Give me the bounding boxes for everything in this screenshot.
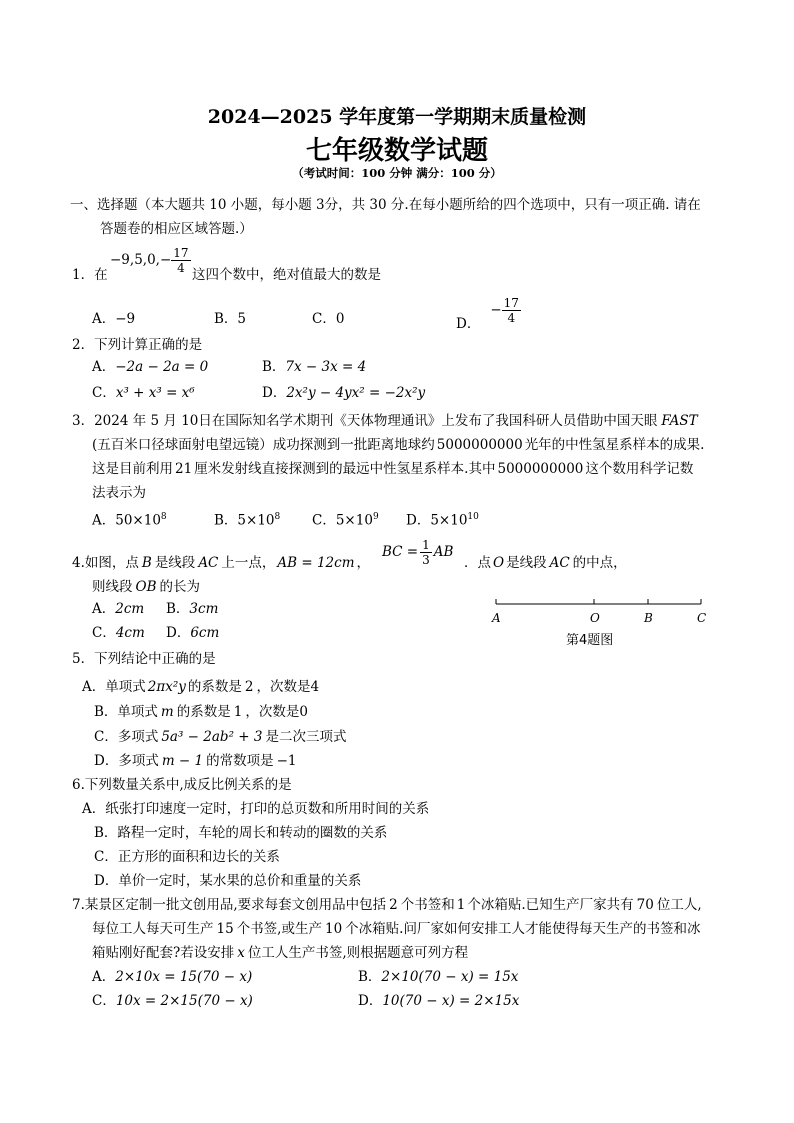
q2-option-c: C．x³ + x³ = x⁶ (92, 385, 195, 401)
q3-line-3: 这是目前利用 21 厘米发射线直接探测到的最远中性氢星系样本.其中 5000000000 这个数用科学记数 (92, 461, 694, 477)
q5-stem: 5．下列结论中正确的是 (72, 651, 216, 667)
q2-option-d: D．2x²y − 4yx² = −2x²y (262, 385, 426, 401)
q4-option-d: D．6cm (166, 625, 220, 641)
q7-line-1: 7.某景区定制一批文创用品,要求每套文创用品中包括 2 个书签和 1 个冰箱贴.已知生产厂家共有 70 位工人, (72, 897, 702, 913)
label-a: A (492, 611, 501, 625)
q3-line-1: 3．2024 年 5 月 10日在国际知名学术期刊《天体物理通讯》上发布了我国科研人员借助中国天眼 FAST (72, 413, 698, 429)
q1-option-d: D．− $\frac{17}{4}$ (456, 296, 519, 332)
q1-number-set: −9,5,0,− (110, 252, 172, 268)
q4-stem-line-1-end: ．点 O 是线段 AC 的中点， (464, 555, 627, 571)
q4-option-a: A．2cm (92, 601, 145, 617)
section-heading-cont: 答题卷的相应区域答题.） (100, 221, 253, 237)
q4-segment-figure (486, 596, 716, 630)
q6-option-a: A．纸张打印速度一定时，打印的总页数和所用时间的关系 (82, 801, 430, 817)
q1-option-b: B．5 (214, 311, 247, 327)
q4-stem-line-2: 则线段 OB 的长为 (92, 579, 200, 595)
q7-option-a: A．2×10x = 15(70 − x) (92, 969, 253, 985)
q5-option-c: C．多项式 5a³ − 2ab² + 3 是二次三项式 (94, 729, 347, 745)
q2-option-b: B．7x − 3x = 4 (262, 359, 367, 375)
q6-option-b: B．路程一定时，车轮的周长和转动的圈数的关系 (94, 825, 388, 841)
exam-term-title: 2024—2025 学年度第一学期期末质量检测 (207, 106, 587, 128)
q4-bc-formula: BC = $\frac{1}{3}$ AB (382, 538, 454, 567)
q1-stem-end: 这四个数中，绝对值最大的数是 (192, 267, 381, 283)
label-c: C (697, 611, 707, 625)
q3-option-d: D．$5\times 10^{10}$ (406, 512, 479, 529)
q4-option-c: C．4cm (92, 625, 145, 641)
q5-option-a: A．单项式 2πx²y 的系数是 2 ，次数是4 (82, 679, 320, 695)
q1-fraction: $\frac{17}{4}$ (173, 246, 189, 275)
q4-figure-caption: 第4题图 (566, 633, 614, 648)
q1-option-c: C．0 (312, 311, 345, 327)
q4-option-b: B．3cm (166, 601, 219, 617)
q2-option-a: A．−2a − 2a = 0 (92, 359, 209, 375)
q3-line-2: (五百米口径球面射电望远镜）成功探测到一批距离地球约 5000000000 光年的中性氢星系样本的成果. (92, 437, 705, 453)
q7-option-b: B．2×10(70 − x) = 15x (358, 969, 519, 985)
q7-option-d: D．10(70 − x) = 2×15x (358, 993, 520, 1009)
q3-line-4: 法表示为 (92, 485, 146, 501)
q7-line-2: 每位工人每天可生产 15 个书签,或生产 10 个冰箱贴.问厂家如何安排工人才能使得每天生产的书签和冰 (92, 921, 701, 937)
q7-option-c: C．10x = 2×15(70 − x) (92, 993, 253, 1009)
q6-option-d: D．单价一定时，某水果的总价和重量的关系 (94, 873, 362, 889)
q3-option-b: B．$5\times 10^8$ (214, 512, 281, 529)
q4-stem-line-1: 4.如图，点 B 是线段 AC 上一点， AB = 12cm ， (72, 555, 371, 571)
q3-option-c: C．$5\times 10^9$ (312, 512, 379, 529)
exam-time-score: （考试时间：100 分钟 满分：100 分） (292, 166, 502, 180)
q6-stem: 6.下列数量关系中,成反比例关系的是 (72, 777, 292, 793)
q1-stem-start: 1．在 (72, 267, 108, 283)
section-heading: 一、选择题（本大题共 10 小题，每小题 3分，共 30 分.在每小题所给的四个选项中，只有一项正确. 请在 (70, 197, 701, 213)
q5-option-d: D．多项式 m − 1 的常数项是 −1 (94, 753, 297, 769)
q7-line-3: 箱贴刚好配套?若设安排 x 位工人生产书签,则根据题意可列方程 (92, 945, 469, 961)
q3-option-a: A．$50\times 10^8$ (92, 512, 167, 529)
exam-subject-title: 七年级数学试题 (305, 136, 488, 166)
q5-option-b: B．单项式 m 的系数是 1 ，次数是0 (94, 704, 308, 720)
label-o: O (590, 611, 600, 625)
q6-option-c: C．正方形的面积和边长的关系 (94, 849, 280, 865)
q1-option-a: A．−9 (92, 311, 136, 327)
q2-stem: 2．下列计算正确的是 (72, 337, 203, 353)
label-b: B (644, 611, 653, 625)
